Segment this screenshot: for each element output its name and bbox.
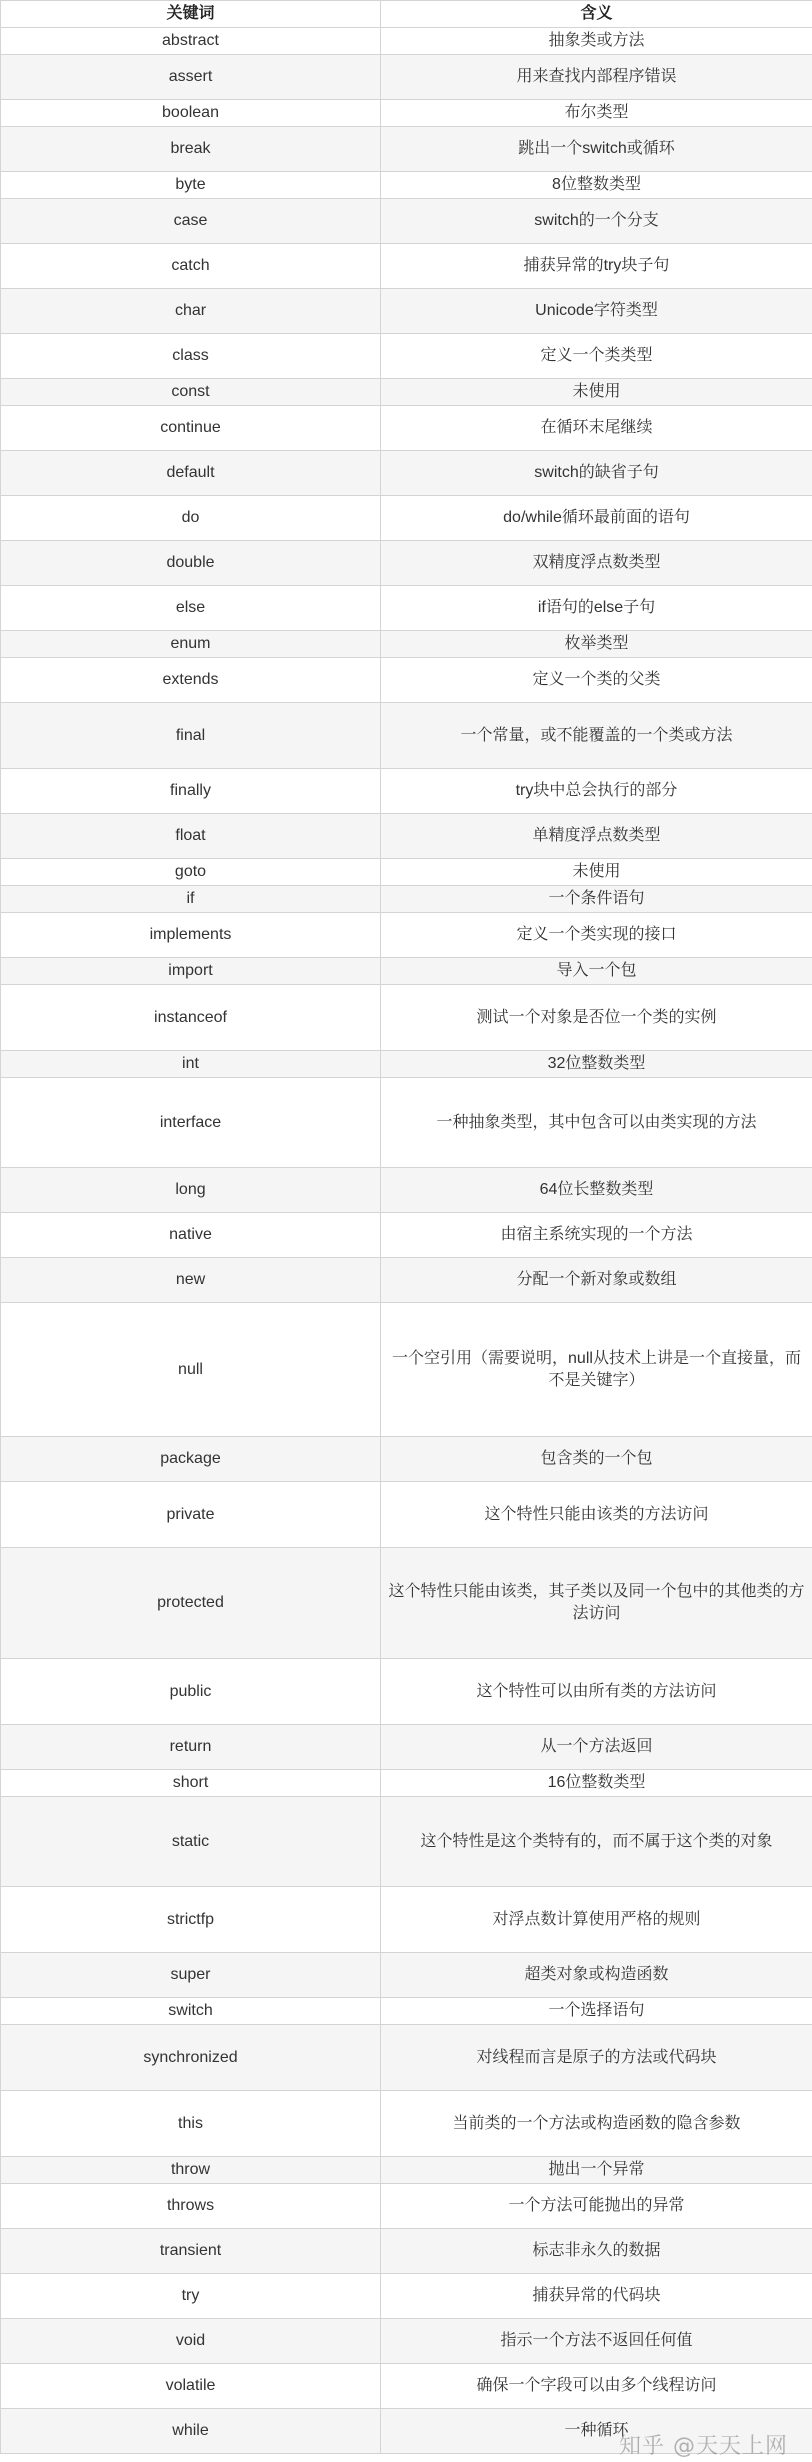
keyword-cell: switch [1,1998,381,2025]
meaning-cell: 双精度浮点数类型 [381,541,812,586]
meaning-cell: 这个特性可以由所有类的方法访问 [381,1659,812,1725]
table-row [1,958,812,985]
keyword-cell: static [1,1797,381,1887]
meaning-cell: 布尔类型 [381,100,812,127]
keyword-cell: long [1,1168,381,1213]
meaning-cell: 导入一个包 [381,958,812,985]
keyword-cell: const [1,379,381,406]
keyword-cell: int [1,1051,381,1078]
keyword-cell: import [1,958,381,985]
table-row [1,2157,812,2184]
table-row [1,2364,812,2409]
table-row [1,379,812,406]
header-meaning: 含义 [381,1,812,28]
keyword-cell: native [1,1213,381,1258]
meaning-cell: 捕获异常的try块子句 [381,244,812,289]
meaning-cell: 在循环末尾继续 [381,406,812,451]
keyword-cell: goto [1,859,381,886]
meaning-cell: 一个方法可能抛出的异常 [381,2184,812,2229]
keyword-cell: synchronized [1,2025,381,2091]
keyword-cell: finally [1,769,381,814]
table-row [1,172,812,199]
meaning-cell: 单精度浮点数类型 [381,814,812,859]
table-row [1,1887,812,1953]
keyword-cell: class [1,334,381,379]
meaning-cell: switch的一个分支 [381,199,812,244]
keyword-cell: case [1,199,381,244]
meaning-cell: 定义一个类实现的接口 [381,913,812,958]
table-row [1,1953,812,1998]
keyword-cell: this [1,2091,381,2157]
table-row [1,1437,812,1482]
table-row [1,1078,812,1168]
keyword-cell: transient [1,2229,381,2274]
meaning-cell: 枚举类型 [381,631,812,658]
table-row [1,658,812,703]
meaning-cell: 跳出一个switch或循环 [381,127,812,172]
table-row [1,289,812,334]
keyword-cell: while [1,2409,381,2454]
watermark: 知乎 @天天上网 [619,2434,788,2459]
table-row [1,913,812,958]
meaning-cell: 一个选择语句 [381,1998,812,2025]
keyword-cell: interface [1,1078,381,1168]
meaning-cell: 超类对象或构造函数 [381,1953,812,1998]
table-row [1,199,812,244]
meaning-cell: try块中总会执行的部分 [381,769,812,814]
table-row [1,451,812,496]
meaning-cell: switch的缺省子句 [381,451,812,496]
meaning-cell: 捕获异常的代码块 [381,2274,812,2319]
table-row [1,1213,812,1258]
keyword-cell: public [1,1659,381,1725]
table-row [1,406,812,451]
meaning-cell: Unicode字符类型 [381,289,812,334]
keyword-cell: return [1,1725,381,1770]
table-row [1,1998,812,2025]
keyword-cell: float [1,814,381,859]
meaning-cell: 当前类的一个方法或构造函数的隐含参数 [381,2091,812,2157]
table-row [1,2274,812,2319]
meaning-cell: do/while循环最前面的语句 [381,496,812,541]
meaning-cell: 包含类的一个包 [381,1437,812,1482]
table-row [1,2184,812,2229]
table-row [1,814,812,859]
keyword-cell: else [1,586,381,631]
table-row [1,1051,812,1078]
table-row [1,859,812,886]
keyword-cell: void [1,2319,381,2364]
meaning-cell: if语句的else子句 [381,586,812,631]
table-row [1,2229,812,2274]
meaning-cell: 抛出一个异常 [381,2157,812,2184]
table-row [1,127,812,172]
table-row [1,2319,812,2364]
meaning-cell: 指示一个方法不返回任何值 [381,2319,812,2364]
table-row [1,1303,812,1437]
meaning-cell: 一种抽象类型，其中包含可以由类实现的方法 [381,1078,812,1168]
keyword-cell: final [1,703,381,769]
table-row [1,1482,812,1548]
table-row [1,541,812,586]
meaning-cell: 一种循环 [381,2409,812,2454]
keyword-cell: double [1,541,381,586]
keyword-cell: volatile [1,2364,381,2409]
header-keyword: 关键词 [1,1,381,28]
keyword-cell: continue [1,406,381,451]
meaning-cell: 抽象类或方法 [381,28,812,55]
table-row [1,1797,812,1887]
meaning-cell: 一个条件语句 [381,886,812,913]
table-row [1,55,812,100]
keyword-cell: do [1,496,381,541]
table-row [1,1659,812,1725]
table-row [1,631,812,658]
table-row [1,985,812,1051]
table-row [1,769,812,814]
keyword-cell: protected [1,1548,381,1659]
meaning-cell: 64位长整数类型 [381,1168,812,1213]
keyword-cell: super [1,1953,381,1998]
meaning-cell: 一个常量，或不能覆盖的一个类或方法 [381,703,812,769]
meaning-cell: 定义一个类类型 [381,334,812,379]
keyword-cell: package [1,1437,381,1482]
meaning-cell: 32位整数类型 [381,1051,812,1078]
keyword-cell: boolean [1,100,381,127]
keyword-cell: private [1,1482,381,1548]
meaning-cell: 用来查找内部程序错误 [381,55,812,100]
table-row [1,496,812,541]
keyword-cell: char [1,289,381,334]
table-row [1,703,812,769]
keyword-cell: assert [1,55,381,100]
meaning-cell: 一个空引用（需要说明，null从技术上讲是一个直接量，而不是关键字） [381,1303,812,1437]
header-row [1,1,812,28]
table-row [1,1548,812,1659]
keyword-cell: throws [1,2184,381,2229]
keyword-cell: extends [1,658,381,703]
table-row [1,28,812,55]
meaning-cell: 这个特性只能由该类的方法访问 [381,1482,812,1548]
table-row [1,334,812,379]
keyword-cell: throw [1,2157,381,2184]
meaning-cell: 定义一个类的父类 [381,658,812,703]
meaning-cell: 由宿主系统实现的一个方法 [381,1213,812,1258]
keyword-cell: null [1,1303,381,1437]
keyword-cell: implements [1,913,381,958]
meaning-cell: 从一个方法返回 [381,1725,812,1770]
keyword-cell: instanceof [1,985,381,1051]
keyword-cell: enum [1,631,381,658]
table-row [1,1770,812,1797]
meaning-cell: 对线程而言是原子的方法或代码块 [381,2025,812,2091]
meaning-cell: 这个特性只能由该类，其子类以及同一个包中的其他类的方法访问 [381,1548,812,1659]
table-row [1,2091,812,2157]
table-row [1,886,812,913]
meaning-cell: 标志非永久的数据 [381,2229,812,2274]
keyword-cell: new [1,1258,381,1303]
meaning-cell: 未使用 [381,859,812,886]
table-row [1,2025,812,2091]
table-row [1,1168,812,1213]
table-row [1,100,812,127]
table-row [1,1725,812,1770]
keyword-cell: default [1,451,381,496]
meaning-cell: 对浮点数计算使用严格的规则 [381,1887,812,1953]
keyword-cell: byte [1,172,381,199]
meaning-cell: 分配一个新对象或数组 [381,1258,812,1303]
table-row [1,586,812,631]
keyword-cell: break [1,127,381,172]
keyword-cell: catch [1,244,381,289]
meaning-cell: 8位整数类型 [381,172,812,199]
keyword-cell: try [1,2274,381,2319]
table-row [1,244,812,289]
keyword-cell: short [1,1770,381,1797]
meaning-cell: 未使用 [381,379,812,406]
table-row [1,1258,812,1303]
keyword-cell: abstract [1,28,381,55]
meaning-cell: 16位整数类型 [381,1770,812,1797]
meaning-cell: 这个特性是这个类特有的，而不属于这个类的对象 [381,1797,812,1887]
keyword-cell: if [1,886,381,913]
meaning-cell: 测试一个对象是否位一个类的实例 [381,985,812,1051]
keyword-cell: strictfp [1,1887,381,1953]
meaning-cell: 确保一个字段可以由多个线程访问 [381,2364,812,2409]
